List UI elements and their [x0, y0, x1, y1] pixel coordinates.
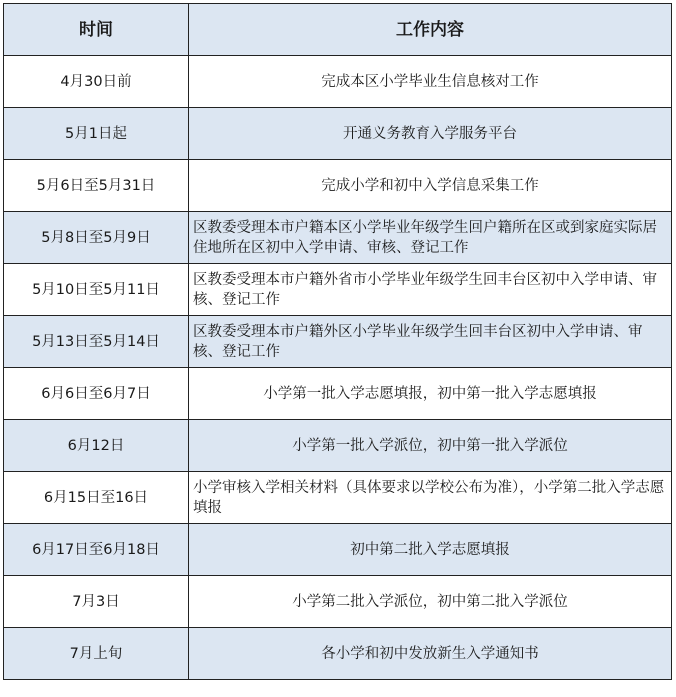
task-cell: 小学第一批入学志愿填报，初中第一批入学志愿填报 — [189, 368, 672, 420]
task-cell: 小学审核入学相关材料（具体要求以学校公布为准），小学第二批入学志愿填报 — [189, 472, 672, 524]
table-header-row — [4, 4, 672, 56]
table-row — [4, 628, 672, 680]
time-cell: 7月3日 — [4, 576, 189, 628]
time-cell: 6月15日至16日 — [4, 472, 189, 524]
table-row — [4, 212, 672, 264]
time-cell: 5月1日起 — [4, 108, 189, 160]
table-row — [4, 472, 672, 524]
task-cell: 区教委受理本市户籍外区小学毕业年级学生回丰台区初中入学申请、审核、登记工作 — [189, 316, 672, 368]
time-cell: 4月30日前 — [4, 56, 189, 108]
table-row — [4, 56, 672, 108]
task-cell: 小学第二批入学派位，初中第二批入学派位 — [189, 576, 672, 628]
table-row — [4, 316, 672, 368]
time-cell: 6月6日至6月7日 — [4, 368, 189, 420]
time-cell: 7月上旬 — [4, 628, 189, 680]
table-row — [4, 420, 672, 472]
task-cell: 各小学和初中发放新生入学通知书 — [189, 628, 672, 680]
table-row — [4, 160, 672, 212]
table-row — [4, 108, 672, 160]
time-cell: 5月13日至5月14日 — [4, 316, 189, 368]
task-cell: 区教委受理本市户籍外省市小学毕业年级学生回丰台区初中入学申请、审核、登记工作 — [189, 264, 672, 316]
task-cell: 完成小学和初中入学信息采集工作 — [189, 160, 672, 212]
time-cell: 5月10日至5月11日 — [4, 264, 189, 316]
task-cell: 完成本区小学毕业生信息核对工作 — [189, 56, 672, 108]
time-cell: 6月17日至6月18日 — [4, 524, 189, 576]
table-row — [4, 524, 672, 576]
task-cell: 小学第一批入学派位，初中第一批入学派位 — [189, 420, 672, 472]
header-time: 时间 — [4, 4, 189, 56]
time-cell: 5月8日至5月9日 — [4, 212, 189, 264]
task-cell: 开通义务教育入学服务平台 — [189, 108, 672, 160]
time-cell: 5月6日至5月31日 — [4, 160, 189, 212]
task-cell: 区教委受理本市户籍本区小学毕业年级学生回户籍所在区或到家庭实际居住地所在区初中入学申请、审核、登记工作 — [189, 212, 672, 264]
header-task: 工作内容 — [189, 4, 672, 56]
time-cell: 6月12日 — [4, 420, 189, 472]
enrollment-schedule-table — [3, 3, 672, 680]
table-row — [4, 368, 672, 420]
table-row — [4, 264, 672, 316]
table-row — [4, 576, 672, 628]
task-cell: 初中第二批入学志愿填报 — [189, 524, 672, 576]
